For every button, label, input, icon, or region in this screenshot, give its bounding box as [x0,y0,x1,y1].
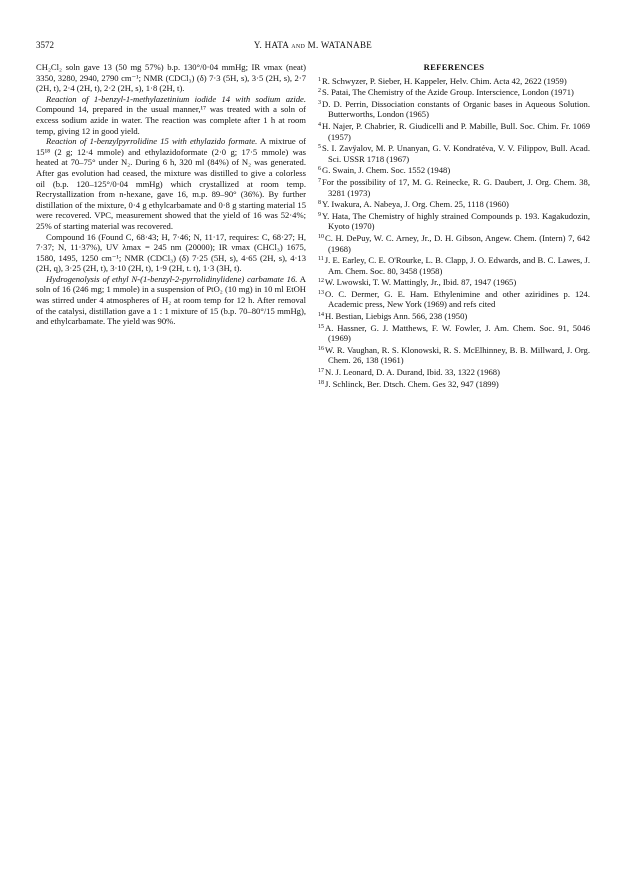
reference-number: 10 [318,233,324,240]
reference-item [318,310,590,322]
reference-number: 16 [318,345,324,352]
section-body: A soln of 16 (246 mg; 1 mmole) in a suspension of PtO₂ (10 mg) in 10 ml EtOH was stirred under 4 atmospheres of H₂ at room temp for 12 h. After removal of the catalysi, distillation gave a 1 : 1 mixture of 15 (b.p. 70–80°/15 mmHg), and ethylcarbamate. The yield was 90%. [36,273,306,327]
section-title: Hydrogenolysis of ethyl N-(1-benzyl-2-pyrrolidinylidene) carbamate 16. [46,273,298,284]
reference-number: 1 [318,76,321,83]
reference-text: Y. Hata, The Chemistry of highly strained Compounds p. 193. Kagakudozin, Kyoto (1970) [322,210,590,232]
reference-item [318,232,590,254]
reference-number: 14 [318,312,324,319]
reference-number: 9 [318,211,321,218]
reference-text: C. H. DePuy, W. C. Arney, Jr., D. H. Gibson, Angew. Chem. (Intern) 7, 642 (1968) [325,232,590,254]
reference-number: 12 [318,278,324,285]
reference-number: 8 [318,200,321,207]
reference-number: 7 [318,177,321,184]
reference-text: G. Swain, J. Chem. Soc. 1552 (1948) [322,165,451,176]
spectral-data-paragraph: CH₂Cl₂ soln gave 13 (50 mg 57%) b.p. 130°/0·04 mmHg; IR νmax (neat) 3350, 3280, 2940, 2790 cm⁻¹; NMR (CDCl₃) (δ) 7·3 (5H, s), 3·5 (2H, s), 2·7 (2H, t), 2·4 (2H, t), 2·2 (2H, s), 1·8 (2H, t). [36,62,306,94]
reference-number: 15 [318,323,324,330]
reference-item [318,75,590,87]
reference-text: N. J. Leonard, D. A. Durand, Ibid. 33, 1322 (1968) [325,367,500,378]
reference-item [318,254,590,276]
references-column [318,62,590,389]
compound-16-analysis-paragraph: Compound 16 (Found C, 68·43; H, 7·46; N, 11·17, requires: C, 68·27; H, 7·37; N, 11·37%), UV λmax = 245 nm (20000); IR νmax (CHCl₃) 1675, 1580, 1495, 1250 cm⁻¹; NMR (CDCl₃) (δ) 7·25 (5H, s), 4·65 (2H, s), 4·13 (2H, q), 3·25 (2H, t), 3·10 (2H, t), 1·9 (2H, t. t), 1·3 (3H, t). [36,231,306,274]
reference-number: 4 [318,121,321,128]
reference-item [318,210,590,232]
reference-item [318,120,590,142]
reference-text: S. Patai, The Chemistry of the Azide Group. Interscience, London (1971) [322,87,574,98]
reference-text: A. Hassner, G. J. Matthews, F. W. Fowler, J. Am. Chem. Soc. 91, 5046 (1969) [325,322,590,344]
left-column [36,62,306,327]
pyrrolidine-reaction-paragraph [36,136,306,231]
reference-list [318,75,590,390]
section-body: A mixtrue of 15¹⁸ (2 g; 12·4 mmole) and ethylazidoformate (2·0 g; 17·5 mmole) was heated at 70–75° under N₂. During 6 h, 320 ml (84%) of N₂ was generated. After gas evolution had ceased, the mixture was distilled to give a colorless oil (b.p. 120–125°/0·04 mmHg) which crystallized at room temp. Recrystallization from n-hexane, gave 16, m.p. 89–90° (36%). By further distillation of the mixture, 0·4 g ethylcarbamate and 0·8 g starting material 15 were recovered. VPC, measurement showed that the yield of 16 was 52·4%; 25% of starting material was recovered. [36,136,307,231]
running-authors: Y. HATA and M. WATANABE [253,40,373,50]
reference-item [318,142,590,164]
hydrogenolysis-paragraph [36,274,306,327]
page-number: 3572 [36,40,54,50]
section-title: Reaction of 1-benzyl-1-methylazetinium iodide 14 with sodium azide. [46,93,306,104]
section-body: Compound 14, prepared in the usual manner,¹⁷ was treated with a soln of excess sodium azide in water. The reaction was complete after 1 h at room temp, giving 12 in good yield. [36,104,306,136]
reference-item [318,98,590,120]
reference-text: H. Najer, P. Chabrier, R. Giudicelli and P. Mabille, Bull. Soc. Chim. Fr. 1069 (1957) [322,120,590,142]
reference-item [318,198,590,210]
reference-number: 11 [318,256,324,263]
reference-number: 5 [318,144,321,151]
page-header [36,40,590,54]
reference-text: D. D. Perrin, Dissociation constants of Organic bases in Aqueous Solution. Butterworths, London (1965) [322,98,590,120]
reference-item [318,344,590,366]
reference-text: S. I. Zavÿalov, M. P. Unanyan, G. V. Kondratéva, V. V. Filippov, Bull. Acad. Sci. USSR 1718 (1967) [322,143,590,164]
reference-item [318,378,590,390]
reference-text: W. Lwowski, T. W. Mattingly, Jr., Ibid. 87, 1947 (1965) [325,277,517,288]
reference-number: 13 [318,289,324,296]
reference-number: 6 [318,166,321,173]
reference-text: W. R. Vaughan, R. S. Klonowski, R. S. McElhinney, B. B. Millward, J. Org. Chem. 26, 138 (1961) [325,344,590,366]
reference-item [318,86,590,98]
reference-number: 3 [318,99,321,106]
reference-number: 17 [318,368,324,375]
azetinium-reaction-paragraph [36,94,306,136]
reference-item [318,288,590,310]
reference-item [318,164,590,176]
reference-item [318,176,590,198]
reference-number: 2 [318,88,321,95]
reference-text: H. Bestian, Liebigs Ann. 566, 238 (1950) [325,311,468,322]
reference-text: For the possibility of 17, M. G. Reinecke, R. G. Daubert, J. Org. Chem. 38, 3281 (1973) [322,176,590,198]
reference-number: 18 [318,379,324,386]
reference-text: O. C. Dermer, G. E. Ham. Ethylenimine and other aziridines p. 124. Academic press, New York (1969) and refs cited [325,288,590,310]
reference-text: Y. Iwakura, A. Nabeya, J. Org. Chem. 25, 1118 (1960) [322,199,509,210]
references-heading: REFERENCES [423,62,485,72]
reference-item [318,276,590,288]
section-title: Reaction of 1-benzylpyrrolidine 15 with ethylazido formate. [46,136,258,147]
reference-text: R. Schwyzer, P. Sieber, H. Kappeler, Helv. Chim. Acta 42, 2622 (1959) [322,75,567,86]
reference-item [318,366,590,378]
reference-text: J. E. Earley, C. E. O'Rourke, L. B. Clapp, J. O. Edwards, and B. C. Lawes, J. Am. Chem. Soc. 80, 3458 (1958) [324,255,590,276]
reference-item [318,322,590,344]
reference-text: J. Schlinck, Ber. Dtsch. Chem. Ges 32, 947 (1899) [325,378,499,389]
